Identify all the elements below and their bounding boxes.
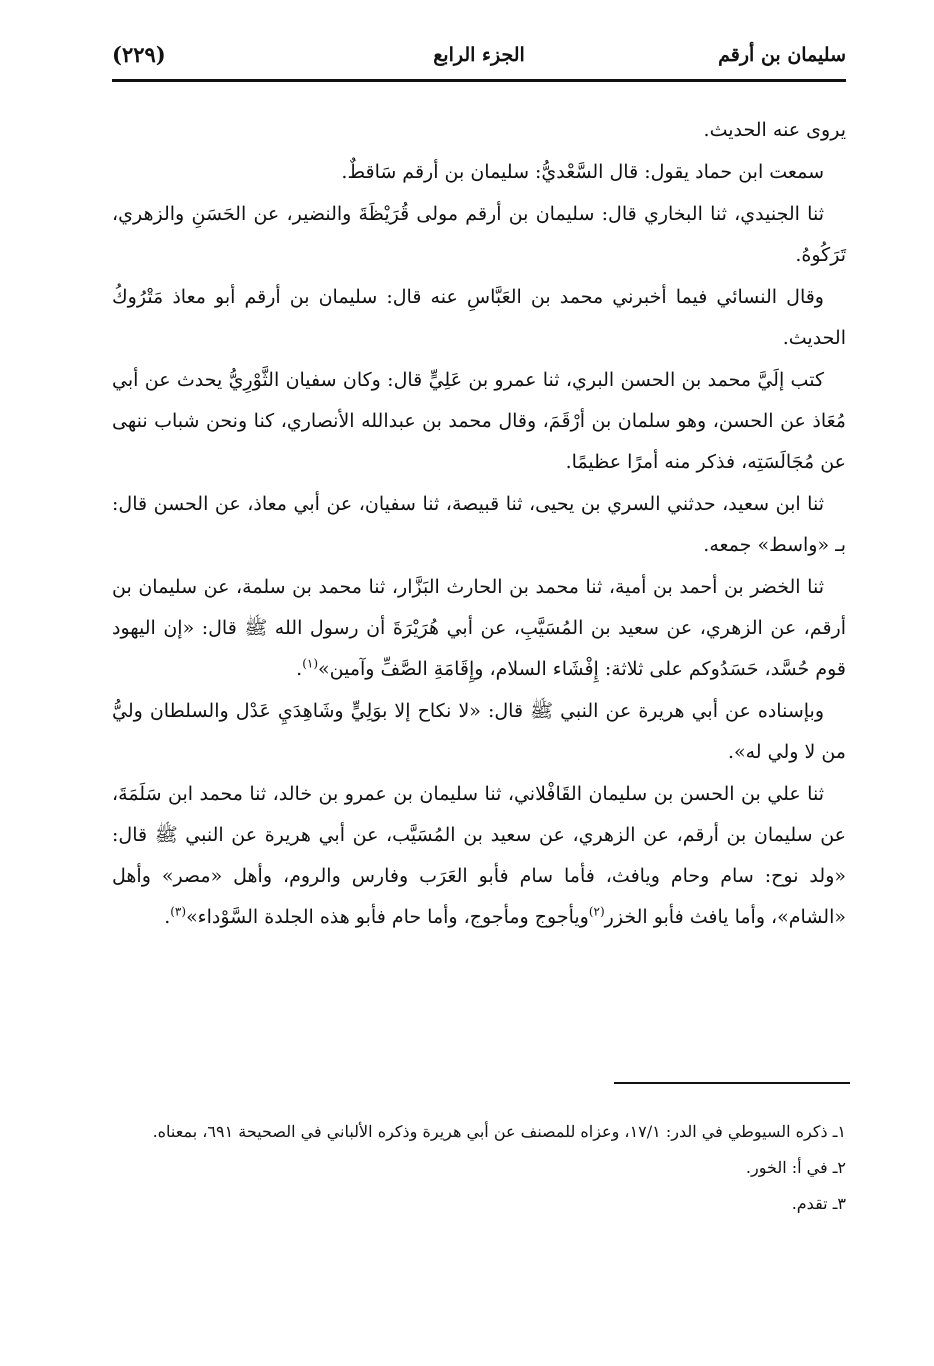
paragraph: ثنا الجنيدي، ثنا البخاري قال: سليمان بن أرقم مولى قُرَيْظَةَ والنضير، عن الحَسَنِ والزهري، تَرَكُوهُ.	[112, 203, 846, 266]
footnote-divider	[614, 1082, 850, 1084]
paragraph: ثنا ابن سعيد، حدثني السري بن يحيى، ثنا قبيصة، ثنا سفيان، عن أبي معاذ، عن الحسن قال: بـ «واسط» جمعه.	[112, 493, 846, 556]
paragraph: سمعت ابن حماد يقول: قال السَّعْديُّ: سليمان بن أرقم سَاقطٌ.	[341, 161, 824, 183]
page-number: (٢٢٩)	[112, 42, 166, 67]
paragraph-text: ثنا الخضر بن أحمد بن أمية، ثنا محمد بن الحارث البَزَّار، ثنا محمد بن سلمة، عن سليمان بن أرقم، عن الزهري، عن سعيد بن المُسَيَّبِ، عن أبي هُرَيْرَةَ أن رسول الله ﷺ قال: «إن اليهود قوم حُسَّد، حَسَدُوكم على ثلاثة: إِفْشَاء السلام، وإِقَامَةِ الصَّفِّ وآمين»	[112, 576, 846, 680]
header-volume: الجزء الرابع	[433, 44, 525, 66]
paragraph: كتب إلَيَّ محمد بن الحسن البري، ثنا عمرو بن عَلِيٍّ قال: وكان سفيان الثَّوْرِيُّ يحدث عن أبي مُعَاذ عن الحسن، وهو سلمان بن أرْقَمَ، وقال محمد بن عبدالله الأنصاري، كنا ونحن شباب ننهى عن مُجَالَسَتِه، فذكر منه أمرًا عظيمًا.	[112, 369, 846, 473]
paragraph-with-footnote: ثنا الخضر بن أحمد بن أمية، ثنا محمد بن الحارث البَزَّار، ثنا محمد بن سلمة، عن سليمان بن أرقم، عن الزهري، عن سعيد بن المُسَيَّبِ، عن أبي هُرَيْرَةَ أن رسول الله ﷺ قال: «إن اليهود قوم حُسَّد، حَسَدُوكم على ثلاثة: إِفْشَاء السلام، وإِقَامَةِ الصَّفِّ وآمين»$^{(١)}$.	[112, 576, 846, 680]
footnote-ref-2: (٢)	[588, 904, 605, 919]
header-book-section: سليمان بن أرقم	[718, 44, 846, 66]
paragraph-with-footnotes: ثنا علي بن الحسن بن سليمان القَافْلاني، ثنا سليمان بن عمرو بن خالد، ثنا محمد ابن سَلَمَةَ، عن سليمان بن أرقم، عن الزهري، عن سعيد بن المُسَيَّب، عن أبي هريرة عن النبي ﷺ قال: «ولد نوح: سام وحام ويافث، فأما سام فأبو العَرَب وفارس والروم، وأهل «مصر» وأهل «الشام»، وأما يافث فأبو الخزر$^{(٢)}$ويأجوج ومأجوج، وأما حام فأبو هذه الجلدة السَّوْداء»$^{(٣)}$.	[112, 783, 846, 928]
paragraph-text: ثنا علي بن الحسن بن سليمان القَافْلاني، ثنا سليمان بن عمرو بن خالد، ثنا محمد ابن سَلَمَةَ، عن سليمان بن أرقم، عن الزهري، عن سعيد بن المُسَيَّب، عن أبي هريرة عن النبي ﷺ قال: «ولد نوح: سام وحام ويافث، فأما سام فأبو العَرَب وفارس والروم، وأهل «مصر» وأهل «الشام»، وأما يافث فأبو الخزر	[112, 783, 846, 928]
paragraph-text-continued: ويأجوج ومأجوج، وأما حام فأبو هذه الجلدة السَّوْداء»	[186, 906, 589, 928]
paragraph: وبإسناده عن أبي هريرة عن النبي ﷺ قال: «لا نكاح إلا بوَلِيٍّ وشَاهِدَيِ عَدْل والسلطان وليُّ من لا ولي له».	[112, 700, 846, 763]
footnote-3: ٣ـ تقدم.	[791, 1194, 846, 1213]
footnote-ref-1: (١)	[302, 656, 319, 671]
footnotes	[112, 1114, 846, 1222]
footnote-1: ١ـ ذكره السيوطي في الدر: ١٧/١، وعزاه للمصنف عن أبي هريرة وذكره الألباني في الصحيحة ٦٩١، بمعناه.	[152, 1122, 846, 1141]
main-text	[112, 110, 846, 939]
page-header	[112, 40, 846, 74]
footnote-ref-3: (٣)	[170, 904, 187, 919]
paragraph: وقال النسائي فيما أخبرني محمد بن العَبَّاسِ عنه قال: سليمان بن أرقم أبو معاذ مَتْرُوكُ الحديث.	[112, 286, 846, 349]
header-divider	[112, 79, 846, 82]
footnote-2: ٢ـ في أ: الخور.	[745, 1158, 846, 1177]
paragraph: يروى عنه الحديث.	[703, 119, 846, 141]
